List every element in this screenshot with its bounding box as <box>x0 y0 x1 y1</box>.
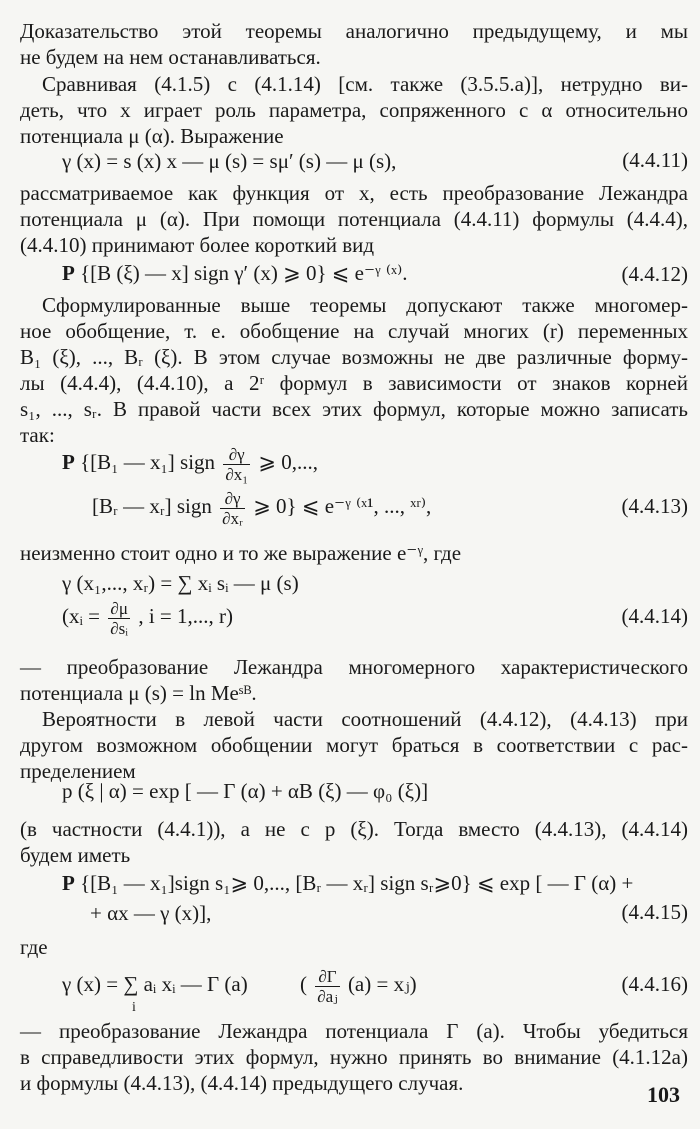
paragraph-line: где <box>20 935 48 959</box>
equation-part: , i = 1,..., r) <box>138 604 233 628</box>
equation-part: [Bᵣ — xᵣ] sign <box>92 494 212 518</box>
equation-4-4-12 <box>62 260 482 286</box>
paragraph-line: Доказательство этой теоремы аналогично предыдущему, и мы <box>20 19 688 43</box>
equation-body: {[B (ξ) — x] sign γ′ (x) ⩾ 0} ⩽ e⁻ᵞ ⁽ˣ⁾. <box>80 261 408 285</box>
probability-symbol: P <box>62 261 75 285</box>
equation-body: {[B₁ — x₁]sign s₁⩾ 0,..., [Bᵣ — xᵣ] sign sᵣ⩾0} ⩽ exp [ — Γ (α) + <box>80 871 634 895</box>
partial-derivative <box>223 445 250 484</box>
paragraph-line: Вероятности в левой части соотношений (4.4.12), (4.4.13) при <box>42 707 688 731</box>
paragraph-line: потенциала μ (s) = ln Meˢᴮ. <box>20 681 257 705</box>
paragraph-line: так: <box>20 423 55 447</box>
paragraph-line: рассматриваемое как функция от x, есть преобразование Лежандра <box>20 181 688 205</box>
denominator: ∂sᵢ <box>110 618 129 638</box>
paragraph-line: ное обобщение, т. е. обобщение на случай многих (r) переменных <box>20 319 688 343</box>
probability-symbol: P <box>62 871 75 895</box>
paragraph-line: s₁, ..., sᵣ. В правой части всех этих формул, которые можно записать <box>20 397 688 421</box>
numerator: ∂γ <box>223 445 250 465</box>
equation-4-4-15-line1 <box>62 870 688 896</box>
paragraph-line: в справедливости этих формул, нужно принять во внимание (4.1.12а) <box>20 1045 688 1069</box>
equation-part: ( <box>300 972 307 996</box>
paragraph-line: Сравнивая (4.1.5) с (4.1.14) [см. также (3.5.5.а)], нетрудно ви- <box>42 72 688 96</box>
denominator: ∂x₁ <box>225 464 249 484</box>
equation-part: ⩾ 0,..., <box>258 450 318 474</box>
equation-number: (4.4.12) <box>621 262 688 286</box>
equation-part: ⩾ 0} ⩽ e⁻ᵞ ⁽ˣ¹, ..., ˣʳ⁾, <box>253 494 432 518</box>
equation-distribution: p (ξ | α) = exp [ — Γ (α) + αB (ξ) — φ₀ (ξ)] <box>62 779 429 803</box>
paragraph-line: неизменно стоит одно и то же выражение e⁻ᵞ, где <box>20 541 462 565</box>
equation-4-4-11: γ (x) = s (x) x — μ (s) = sμ′ (s) — μ (s), <box>62 149 397 173</box>
equation-number: (4.4.14) <box>621 604 688 628</box>
page-number: 103 <box>647 1082 680 1107</box>
paragraph-line: B₁ (ξ), ..., Bᵣ (ξ). В этом случае возможны не две различные форму- <box>20 345 688 369</box>
equation-part: (xᵢ = <box>62 604 101 628</box>
equation-4-4-15-line2: + αx — γ (x)], <box>90 901 212 925</box>
paragraph-line: и формулы (4.4.13), (4.4.14) предыдущего случая. <box>20 1071 464 1095</box>
partial-derivative <box>108 599 130 638</box>
numerator: ∂Γ <box>315 967 339 987</box>
equation-part: γ (x) = ∑ aᵢ xᵢ — Γ (a) <box>62 972 248 996</box>
equation-number: (4.4.11) <box>622 148 688 172</box>
equation-4-4-16-left <box>62 964 282 1004</box>
paragraph-line: (4.4.10) принимают более короткий вид <box>20 233 375 257</box>
partial-derivative <box>315 967 339 1006</box>
denominator: ∂xᵣ <box>222 508 243 528</box>
partial-derivative <box>220 489 245 528</box>
equation-4-4-13-line2 <box>92 486 572 528</box>
equation-number: (4.4.15) <box>621 900 688 924</box>
paragraph-line: потенциала μ (α). Выражение <box>20 124 284 148</box>
paragraph-line: Сформулированные выше теоремы допускают также многомер- <box>42 293 688 317</box>
paragraph-line: потенциала μ (α). При помощи потенциала (4.4.11) формулы (4.4.4), <box>20 207 688 231</box>
numerator: ∂γ <box>220 489 245 509</box>
equation-4-4-14-line2 <box>62 596 422 638</box>
equation-4-4-13-line1 <box>62 442 502 484</box>
probability-symbol: P <box>62 450 75 474</box>
sum-index: i <box>132 1000 136 1015</box>
equation-4-4-16-right <box>300 964 500 1006</box>
paragraph-line: будем иметь <box>20 843 131 867</box>
paragraph-line: (в частности (4.4.1)), а не с p (ξ). Тогда вместо (4.4.13), (4.4.14) <box>20 817 688 841</box>
numerator: ∂μ <box>108 599 130 619</box>
paragraph-line: — преобразование Лежандра многомерного характеристического <box>20 655 688 679</box>
equation-4-4-14-line1: γ (x₁,..., xᵣ) = ∑ xᵢ sᵢ — μ (s) <box>62 571 299 595</box>
paragraph-line: не будем на нем останавливаться. <box>20 45 321 69</box>
equation-number: (4.4.16) <box>621 972 688 996</box>
equation-part: (a) = xⱼ) <box>347 972 417 996</box>
denominator: ∂aⱼ <box>317 986 338 1006</box>
paragraph-line: лы (4.4.4), (4.4.10), а 2ʳ формул в зависимости от знаков корней <box>20 371 688 395</box>
equation-number: (4.4.13) <box>621 494 688 518</box>
paragraph-line: другом возможном обобщении могут браться в соответствии с рас- <box>20 733 688 757</box>
equation-part: {[B₁ — x₁] sign <box>80 450 216 474</box>
paragraph-line: — преобразование Лежандра потенциала Γ (a). Чтобы убедиться <box>20 1019 688 1043</box>
paragraph-line: пределением <box>20 759 136 783</box>
paragraph-line: деть, что x играет роль параметра, сопряженного с α относительно <box>20 98 688 122</box>
